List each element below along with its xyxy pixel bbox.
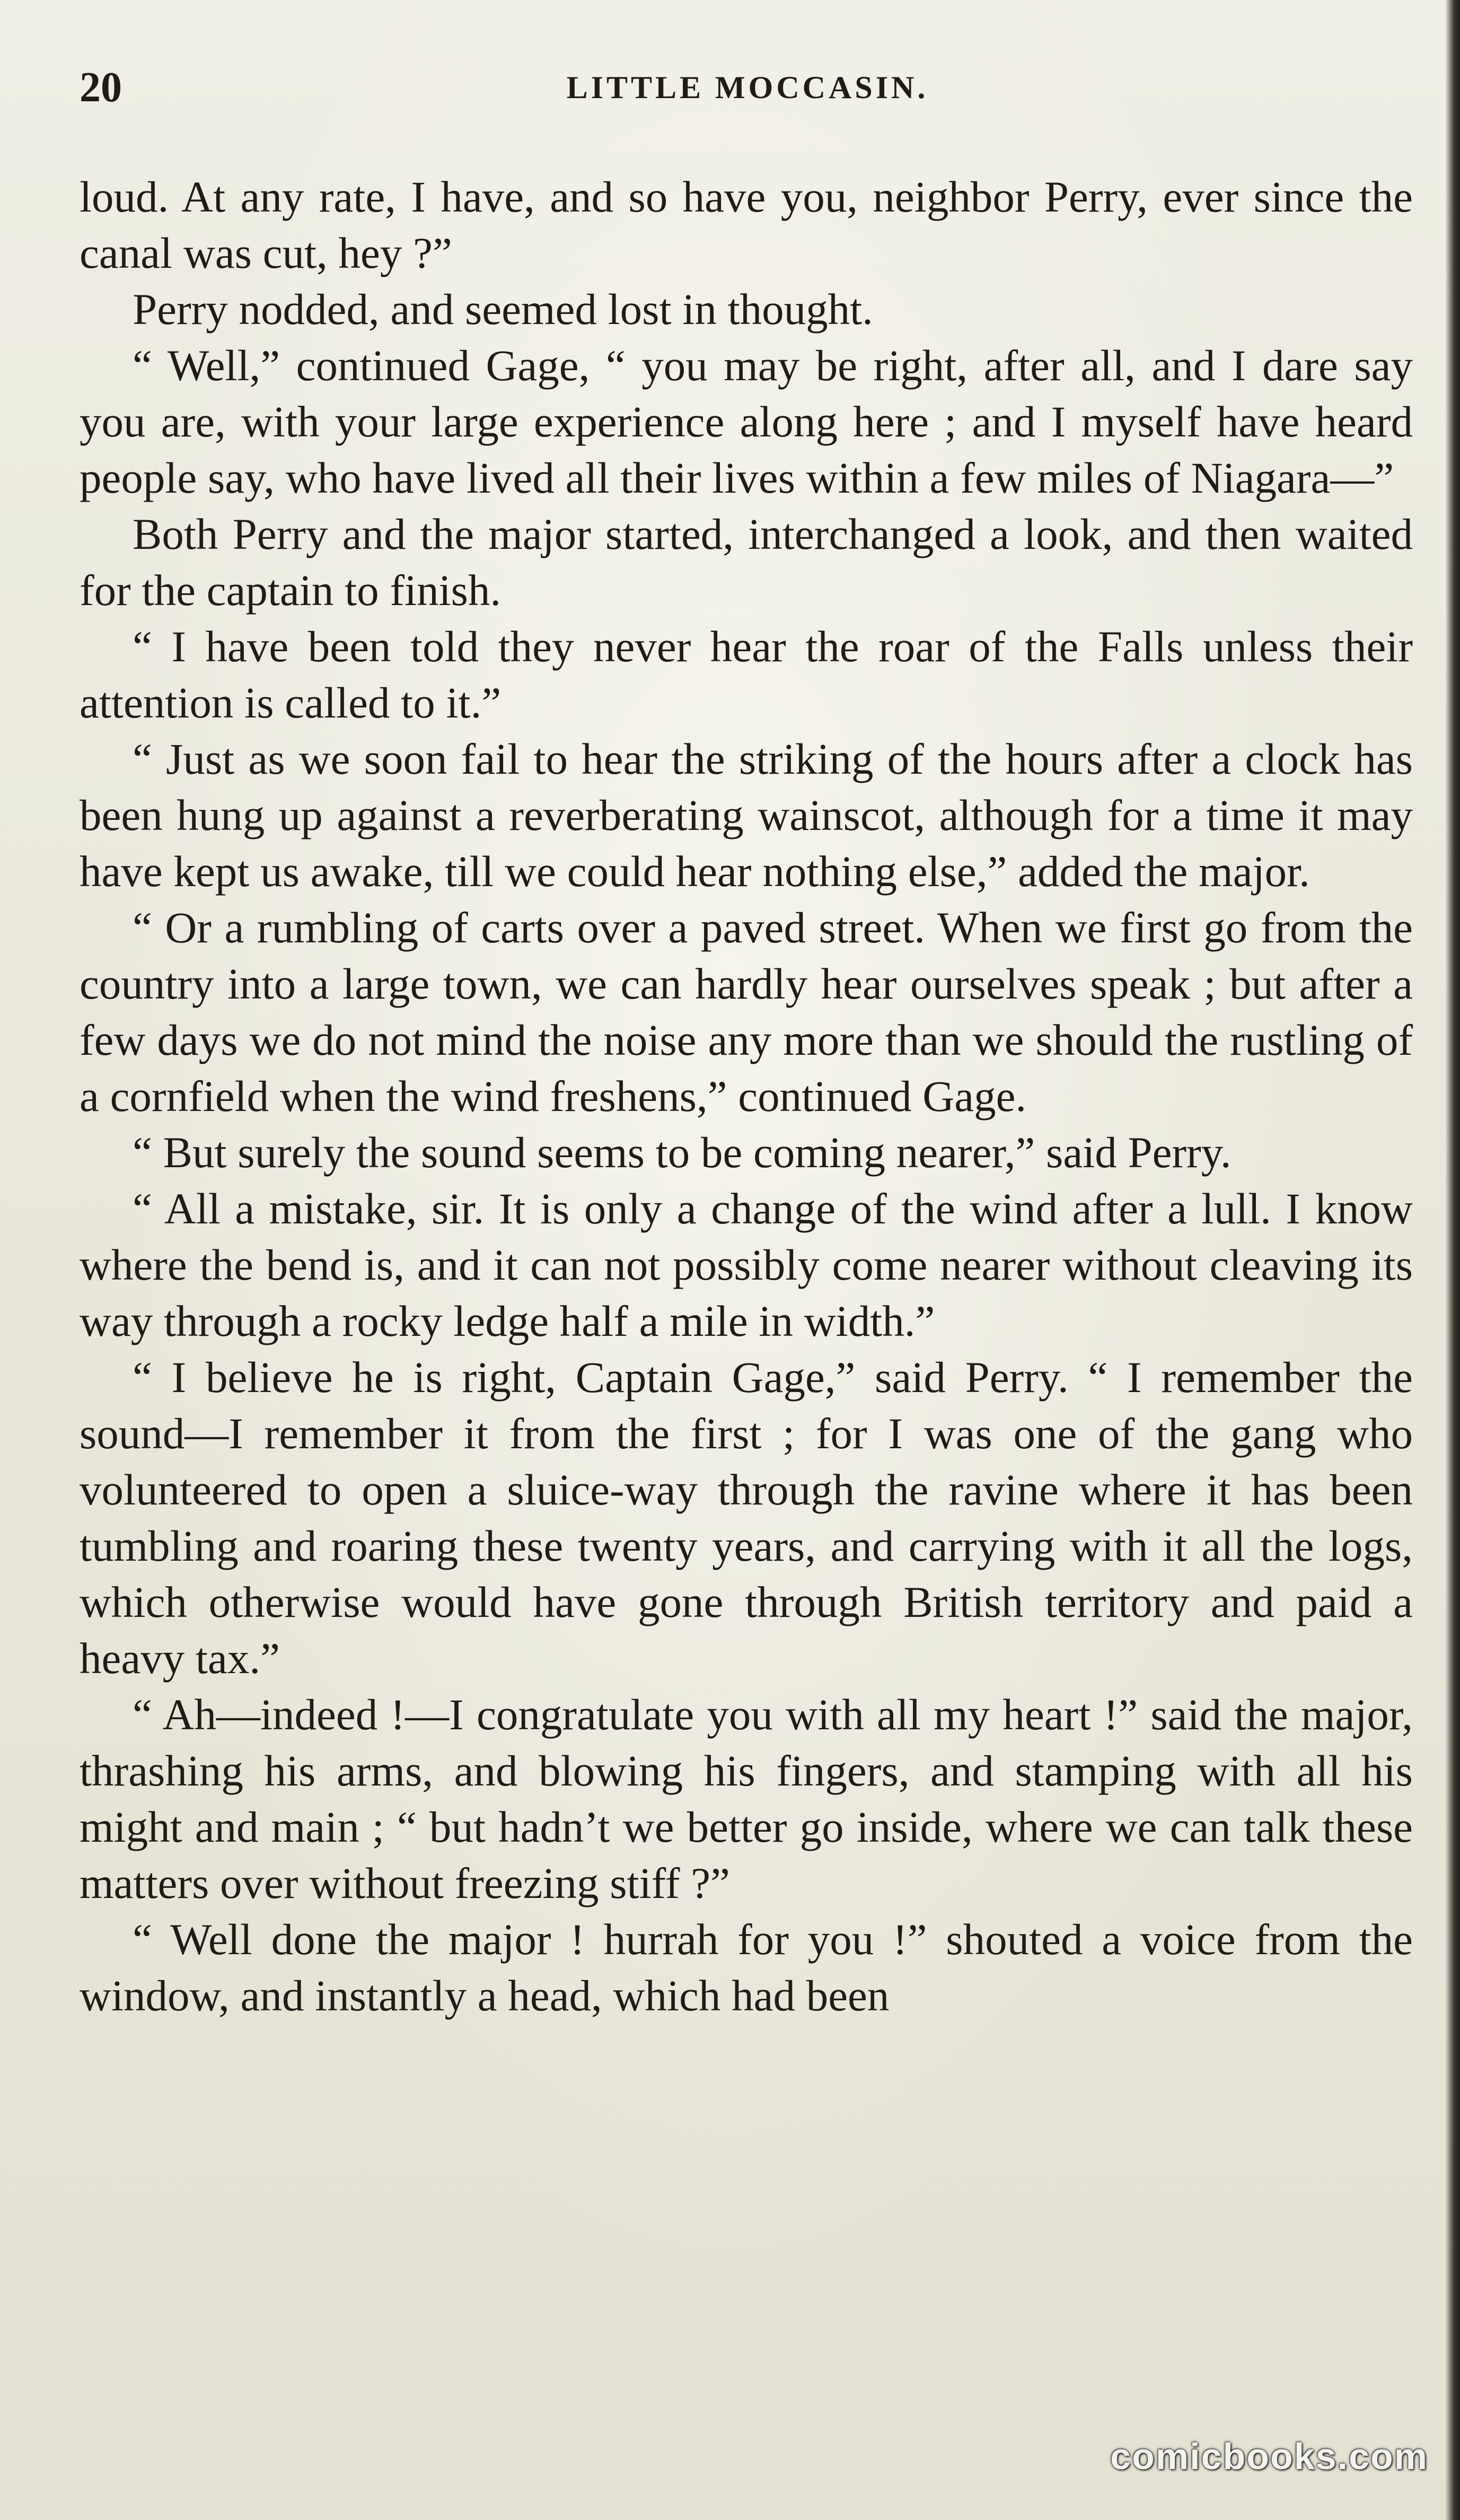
watermark: comicbooks.com	[1110, 2436, 1428, 2477]
running-head: LITTLE MOCCASIN.	[566, 70, 929, 105]
paragraph: loud. At any rate, I have, and so have you, neighbor Perry, ever since the canal was cut, hey ?”	[80, 172, 1413, 277]
paragraph: “ Just as we soon fail to hear the striking of the hours after a clock has been hung up against a reverberating wainscot, although for a time it may have kept us awake, till we could hear nothing else,” added the major.	[80, 734, 1413, 896]
paragraph: “ Or a rumbling of carts over a paved street. When we first go from the country into a large town, we can hardly hear ourselves speak ; but after a few days we do not mind the noise any more than we should the rustling of a cornfield when the wind freshens,” continued Gage.	[80, 903, 1413, 1121]
page-header	[80, 58, 1415, 117]
page-edge-shadow	[1445, 0, 1460, 2520]
paragraph: “ I have been told they never hear the roar of the Falls unless their attention is called to it.”	[80, 622, 1413, 727]
paragraph: “ I believe he is right, Captain Gage,” said Perry. “ I remember the sound—I remember it from the first ; for I was one of the gang who volunteered to open a sluice-way through the ravine where it has been tumbling and roaring these twenty years, and carrying with it all the logs, which otherwise would have gone through British territory and paid a heavy tax.”	[80, 1353, 1413, 1683]
body-text	[80, 169, 1413, 2024]
page-number: 20	[80, 64, 122, 111]
paragraph: “ All a mistake, sir. It is only a change of the wind after a lull. I know where the bend is, and it can not possibly come nearer without cleaving its way through a rocky ledge half a mile in width.”	[80, 1184, 1413, 1345]
paragraph: Perry nodded, and seemed lost in thought.	[133, 285, 873, 334]
paragraph: Both Perry and the major started, interchanged a look, and then waited for the captain to finish.	[80, 510, 1413, 615]
paragraph: “ Well,” continued Gage, “ you may be right, after all, and I dare say you are, with your large experience along here ; and I myself have heard people say, who have lived all their lives within a few miles of Niagara—”	[80, 341, 1413, 502]
paragraph: “ But surely the sound seems to be coming nearer,” said Perry.	[133, 1128, 1232, 1177]
paragraph: “ Well done the major ! hurrah for you !” shouted a voice from the window, and instantly a head, which had been	[80, 1915, 1413, 2020]
paragraph: “ Ah—indeed !—I congratulate you with all my heart !” said the major, thrashing his arms, and blowing his fingers, and stamping with all his might and main ; “ but hadn’t we better go inside, where we can talk these matters over without freezing stiff ?”	[80, 1690, 1413, 1908]
